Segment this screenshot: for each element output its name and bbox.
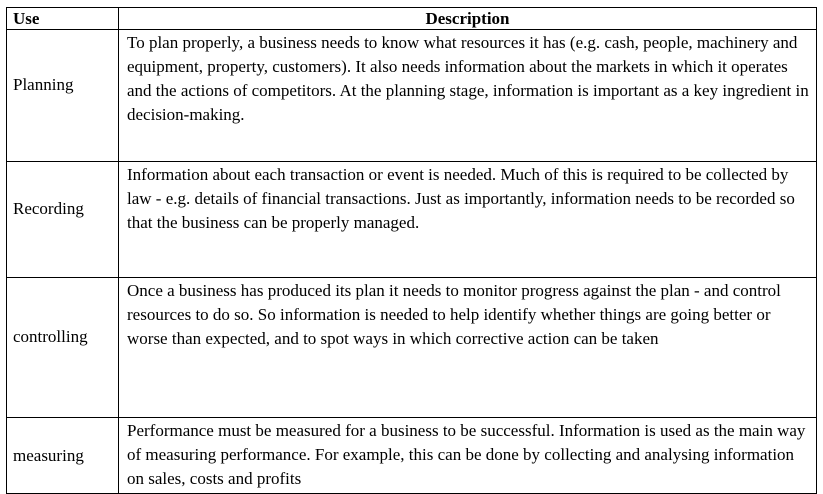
description-cell: Information about each transaction or event is needed. Much of this is required to be collected by law - e.g. details of financial transactions. Just as importantly, information needs to be recorded so that the business can be properly managed. <box>119 162 817 278</box>
table-row <box>7 278 817 418</box>
description-cell: Once a business has produced its plan it needs to monitor progress against the plan - and control resources to do so. So information is needed to help identify whether things are going better or worse than expected, and to spot ways in which corrective action can be taken <box>119 278 817 418</box>
table-header-row <box>7 8 817 30</box>
header-use: Use <box>7 8 119 30</box>
header-description: Description <box>119 8 817 30</box>
use-cell: Recording <box>7 162 119 278</box>
table-row <box>7 418 817 494</box>
table-row <box>7 30 817 162</box>
use-cell: Planning <box>7 30 119 162</box>
use-cell: controlling <box>7 278 119 418</box>
use-cell: measuring <box>7 418 119 494</box>
description-cell: Performance must be measured for a business to be successful. Information is used as the main way of measuring performance. For example, this can be done by collecting and analysing information on sales, costs and profits <box>119 418 817 494</box>
table-row <box>7 162 817 278</box>
information-uses-table <box>6 7 817 494</box>
description-cell: To plan properly, a business needs to know what resources it has (e.g. cash, people, machinery and equipment, property, customers). It also needs information about the markets in which it operates and the actions of competitors. At the planning stage, information is important as a key ingredient in decision-making. <box>119 30 817 162</box>
